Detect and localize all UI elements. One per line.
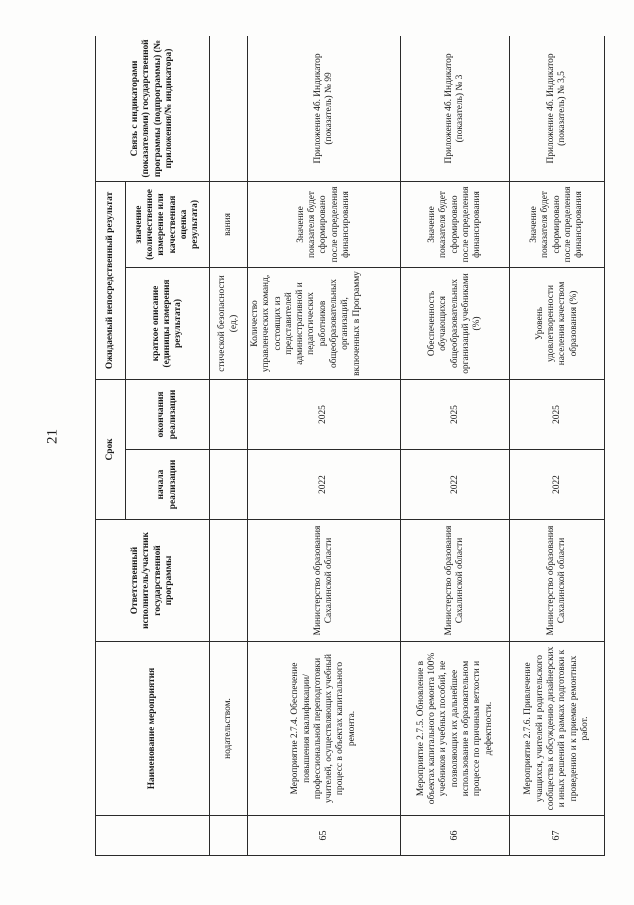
cell-link: Приложение 4б. Индикатор (показатель) № 99 xyxy=(248,36,401,181)
header-row-1 xyxy=(96,36,126,856)
program-events-table xyxy=(95,36,605,856)
cell-num: 65 xyxy=(248,816,401,856)
cell-link xyxy=(210,36,248,181)
cell-start: 2022 xyxy=(510,450,605,520)
rotated-table-frame xyxy=(95,36,605,856)
cell-responsible: Министерство образования Сахалинской области xyxy=(510,520,605,642)
header-period-end: окончания реализации xyxy=(126,379,210,449)
cell-end xyxy=(210,379,248,449)
header-expected-result: Ожидаемый непосредственный результат xyxy=(96,181,126,379)
table-row xyxy=(248,36,401,856)
continuation-row xyxy=(210,36,248,856)
cell-end: 2025 xyxy=(401,379,510,449)
table-row xyxy=(510,36,605,856)
header-period-start: начала реализации xyxy=(126,450,210,520)
header-result-description: краткое описание (единицы измерения результата) xyxy=(126,267,210,379)
cell-num xyxy=(210,816,248,856)
cell-description: Количество управленческих команд, состоящих из представителей административной и педагогических работников общеобразовательных организаций, включенных в Программу xyxy=(248,267,401,379)
cell-end: 2025 xyxy=(510,379,605,449)
cell-description: Обеспеченность обучающихся общеобразовательных организаций учебниками (%) xyxy=(401,267,510,379)
header-result-value: значение (количественное измерение или качественная оценка результата) xyxy=(126,181,210,267)
table-row xyxy=(401,36,510,856)
cell-responsible: Министерство образования Сахалинской области xyxy=(248,520,401,642)
cell-start: 2022 xyxy=(248,450,401,520)
header-num xyxy=(96,816,210,856)
cell-link: Приложение 4б. Индикатор (показатель) № 3 xyxy=(401,36,510,181)
page-number: 21 xyxy=(44,429,61,444)
cell-start xyxy=(210,450,248,520)
cell-value: Значение показателя будет сформировано после определения финансирования xyxy=(510,181,605,267)
cell-num: 67 xyxy=(510,816,605,856)
header-link: Связь с индикаторами (показателями) государственной программы (подпрограммы) (№ приложения/№ индикатора) xyxy=(96,36,210,181)
rotated-table-wrapper xyxy=(95,36,605,856)
header-event-name: Наименование мероприятия xyxy=(96,642,210,816)
header-responsible: Ответственный исполнитель/участник государственной программы xyxy=(96,520,210,642)
cell-link: Приложение 4б. Индикатор (показатель) № 3,5 xyxy=(510,36,605,181)
header-period: Срок xyxy=(96,379,126,519)
cell-event: Мероприятие 2.7.6. Привлечение учащихся, учителей и родительского сообщества к обсуждению дизайнерских и иных решений в рамках подготовки к проведению и к приемке ремонтных работ. xyxy=(510,642,605,816)
cell-value: Значение показателя будет сформировано после определения финансирования xyxy=(248,181,401,267)
cell-event: Мероприятие 2.7.5. Обновление в объектах капитального ремонта 100% учебников и учебных пособий, не позволяющих их дальнейшее использование в образовательном процессе по причинам ветхости и дефектности. xyxy=(401,642,510,816)
cell-end: 2025 xyxy=(248,379,401,449)
cell-event: нодательством. xyxy=(210,642,248,816)
cell-value: Значение показателя будет сформировано после определения финансирования xyxy=(401,181,510,267)
cell-value: вания xyxy=(210,181,248,267)
cell-event: Мероприятие 2.7.4. Обеспечение повышения квалификации/профессиональной переподготовки учителей, осуществляющих учебный процесс в объектах капитального ремонта. xyxy=(248,642,401,816)
cell-description: Уровень удовлетворенности населения качеством образования (%) xyxy=(510,267,605,379)
cell-responsible: Министерство образования Сахалинской области xyxy=(401,520,510,642)
cell-num: 66 xyxy=(401,816,510,856)
cell-responsible xyxy=(210,520,248,642)
cell-description: стической безопасности (ед.) xyxy=(210,267,248,379)
cell-start: 2022 xyxy=(401,450,510,520)
